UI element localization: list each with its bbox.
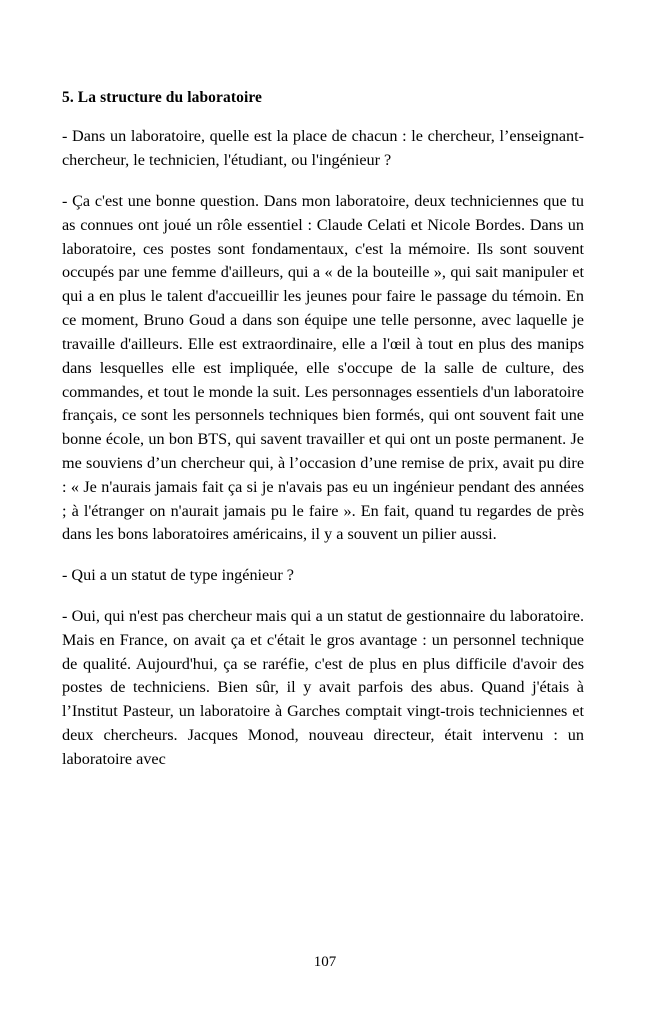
- paragraph-answer-1: - Ça c'est une bonne question. Dans mon laboratoire, deux techniciennes que tu as connues ont joué un rôle essentiel : Claude Celati et Nicole Bordes. Dans un laboratoire, ces postes sont fondamentaux, c'est la mémoire. Ils sont souvent occupés par une femme d'ailleurs, qui a « de la bouteille », qui sait manipuler et qui a en plus le talent d'accueillir les jeunes pour faire le passage du témoin. En ce moment, Bruno Goud a dans son équipe une telle personne, avec laquelle je travaille d'ailleurs. Elle est extraordinaire, elle a l'œil à tout en plus des manips dans lesquelles elle est impliquée, elle s'occupe de la salle de culture, des commandes, et tout le monde la suit. Les personnages essentiels d'un laboratoire français, ce sont les personnels techniques bien formés, qui ont souvent fait une bonne école, un bon BTS, qui savent travailler et qui ont un poste permanent. Je me souviens d’un chercheur qui, à l’occasion d’une remise de prix, avait pu dire : « Je n'aurais jamais fait ça si je n'avais pas eu un ingénieur pendant des années ; à l'étranger on n'aurait jamais pu le faire ». En fait, quand tu regardes de près dans les bons laboratoires américains, il y a souvent un pilier aussi.: [62, 192, 584, 544]
- paragraph-question-1: - Dans un laboratoire, quelle est la place de chacun : le chercheur, l’enseignant-chercheur, le technicien, l'étudiant, ou l'ingénieur ?: [62, 127, 584, 170]
- paragraph-answer-2: - Oui, qui n'est pas chercheur mais qui a un statut de gestionnaire du laboratoire. Mais en France, on avait ça et c'était le gros avantage : un personnel technique de qualité. Aujourd'hui, ça se raréfie, c'est de plus en plus difficile d'avoir des postes de techniciens. Bien sûr, il y avait parfois des abus. Quand j'étais à l’Institut Pasteur, un laboratoire à Garches comptait vingt-trois techniciennes et deux chercheurs. Jacques Monod, nouveau directeur, était intervenu : un laboratoire avec: [62, 607, 584, 768]
- paragraph-question-2: - Qui a un statut de type ingénieur ?: [62, 566, 294, 585]
- section-heading: 5. La structure du laboratoire: [62, 89, 263, 106]
- page-number: 107: [313, 954, 337, 970]
